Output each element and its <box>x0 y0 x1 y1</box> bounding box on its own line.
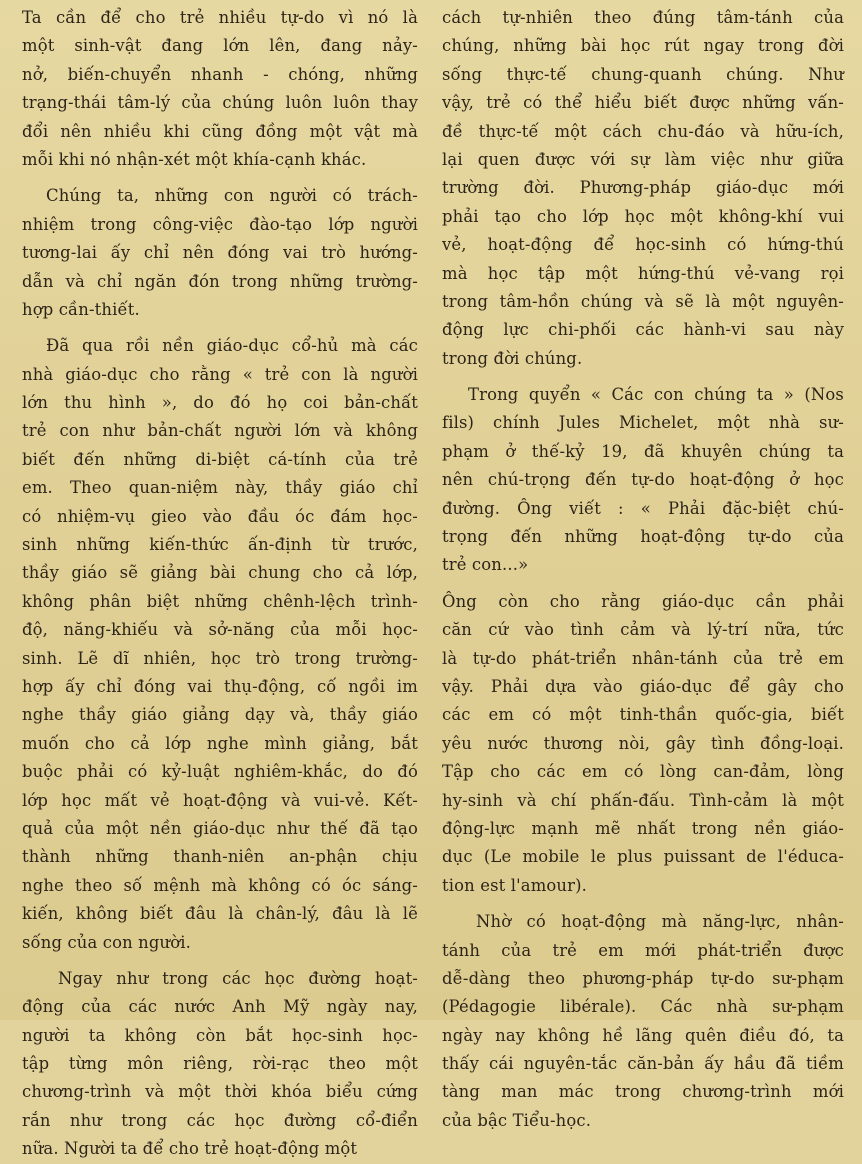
text-line: dễ-dàng theo phương-pháp tự-do sư-phạm <box>442 968 844 988</box>
text-line: dục (Le mobile le plus puissant de l'éduca- <box>442 847 844 867</box>
text-line: độ, năng-khiếu và sở-năng của mỗi học- <box>22 620 418 640</box>
paragraph <box>22 332 418 957</box>
text-line: ngày nay không hề lãng quên điều đó, ta <box>442 1025 844 1045</box>
text-line: động lực chi-phối các hành-vi sau này <box>442 320 844 340</box>
text-line: hy-sinh và chí phấn-đấu. Tình-cảm là một <box>442 790 844 810</box>
paragraph <box>22 182 418 324</box>
text-line: các em có một tinh-thần quốc-gia, biết <box>442 705 844 725</box>
text-line: vẻ, hoạt-động để học-sinh có hứng-thú <box>442 235 844 255</box>
text-line: hợp ấy chỉ đóng vai thụ-động, cố ngồi im <box>22 676 418 696</box>
left-column <box>22 4 418 1164</box>
text-line: vậy, trẻ có thể hiểu biết được những vấn- <box>442 93 844 113</box>
text-line: mà học tập một hứng-thú vẻ-vang rọi <box>442 263 844 283</box>
text-line: tàng man mác trong chương-trình mới <box>442 1082 844 1102</box>
paragraph <box>442 381 844 580</box>
paragraph-gap <box>22 324 418 332</box>
paragraph-gap <box>22 174 418 182</box>
text-line: không phân biệt những chênh-lệch trình- <box>22 591 418 611</box>
text-line: sống thực-tế chung-quanh chúng. Như <box>442 64 844 84</box>
text-line: lại quen được với sự làm việc như giữa <box>442 149 844 169</box>
text-line: Tập cho các em có lòng can-đảm, lòng <box>442 762 844 782</box>
paragraph <box>22 965 418 1164</box>
text-line: Nhờ có hoạt-động mà năng-lực, nhân- <box>476 912 844 932</box>
text-line: vậy. Phải dựa vào giáo-dục để gây cho <box>442 676 844 696</box>
text-line: thành những thanh-niên an-phận chịu <box>22 847 418 867</box>
text-line: tion est l'amour). <box>442 875 587 895</box>
text-line: nhà giáo-dục cho rằng « trẻ con là người <box>22 364 418 384</box>
text-line: biết đến những di-biệt cá-tính của trẻ <box>22 449 418 469</box>
text-line: động của các nước Anh Mỹ ngày nay, <box>22 997 418 1017</box>
text-line: thấy cái nguyên-tắc căn-bản ấy hầu đã tiềm <box>442 1054 844 1074</box>
text-line: Trong quyển « Các con chúng ta » (Nos <box>468 385 844 405</box>
text-line: đường. Ông viết : « Phải đặc-biệt chú- <box>442 498 844 518</box>
text-line: nên chú-trọng đến tự-do hoạt-động ở học <box>442 470 844 490</box>
text-line: trong đời chúng. <box>442 348 583 368</box>
text-line: trong tâm-hồn chúng và sẽ là một nguyên- <box>442 291 844 311</box>
text-line: yêu nước thương nòi, gây tình đồng-loại. <box>442 733 844 753</box>
text-line: muốn cho cả lớp nghe mình giảng, bắt <box>22 733 418 753</box>
text-line: căn cứ vào tình cảm và lý-trí nữa, tức <box>442 620 844 640</box>
text-line: trẻ con...» <box>442 555 529 575</box>
text-line: Chúng ta, những con người có trách- <box>46 186 418 206</box>
text-line: sinh những kiến-thức ấn-định từ trước, <box>22 535 418 555</box>
text-line: hợp cần-thiết. <box>22 299 140 319</box>
text-line: tập từng môn riêng, rời-rạc theo một <box>22 1054 418 1074</box>
text-line: tương-lai ấy chỉ nên đóng vai trò hướng- <box>22 243 418 263</box>
text-line: trạng-thái tâm-lý của chúng luôn luôn thay <box>22 93 418 113</box>
text-line: là tự-do phát-triển nhân-tánh của trẻ em <box>442 648 844 668</box>
paragraph-gap <box>442 580 844 588</box>
text-line: chương-trình và một thời khóa biểu cứng <box>22 1082 418 1102</box>
text-line: đề thực-tế một cách chu-đáo và hữu-ích, <box>442 121 844 141</box>
text-line: cách tự-nhiên theo đúng tâm-tánh của <box>442 8 844 27</box>
paragraph <box>442 588 844 900</box>
paragraph <box>442 908 844 1135</box>
text-line: nghe theo số mệnh mà không có óc sáng- <box>22 875 418 895</box>
text-line: phạm ở thế-kỷ 19, đã khuyên chúng ta <box>442 441 844 461</box>
text-line: nghe thầy giáo giảng dạy và, thầy giáo <box>22 705 418 725</box>
text-line: Ông còn cho rằng giáo-dục cần phải <box>442 591 844 611</box>
paragraph-gap <box>442 373 844 381</box>
text-line: trẻ con như bản-chất người lớn và không <box>22 421 418 441</box>
paragraph-gap <box>442 900 844 908</box>
text-line: nhiệm trong công-việc đào-tạo lớp người <box>22 214 418 234</box>
text-line: rắn như trong các học đường cổ-điển <box>22 1110 418 1130</box>
paragraph-gap <box>22 957 418 965</box>
text-line: mỗi khi nó nhận-xét một khía-cạnh khác. <box>22 149 367 169</box>
text-line: kiến, không biết đâu là chân-lý, đâu là lẽ <box>22 904 418 924</box>
text-line: tánh của trẻ em mới phát-triển được <box>442 940 844 960</box>
text-line: phải tạo cho lớp học một không-khí vui <box>442 206 844 226</box>
text-line: quả của một nền giáo-dục như thế đã tạo <box>22 818 418 838</box>
text-line: lớn thu hình », do đó họ coi bản-chất <box>22 393 418 413</box>
text-line: của bậc Tiểu-học. <box>442 1110 592 1130</box>
text-line: nữa. Người ta để cho trẻ hoạt-động một <box>22 1139 358 1159</box>
text-line: dẫn và chỉ ngăn đón trong những trường- <box>22 271 418 291</box>
text-line: (Pédagogie libérale). Các nhà sư-phạm <box>442 997 844 1017</box>
text-line: thầy giáo sẽ giảng bài chung cho cả lớp, <box>22 563 418 583</box>
text-line: em. Theo quan-niệm này, thầy giáo chỉ <box>22 478 418 498</box>
text-line: Đã qua rồi nền giáo-dục cổ-hủ mà các <box>46 336 418 356</box>
paragraph <box>22 4 418 174</box>
text-line: Ta cần để cho trẻ nhiều tự-do vì nó là <box>22 8 418 27</box>
text-line: Ngay như trong các học đường hoạt- <box>58 968 418 988</box>
text-line: sống của con người. <box>22 932 192 952</box>
text-line: có nhiệm-vụ gieo vào đầu óc đám học- <box>22 506 418 526</box>
text-line: lớp học mất vẻ hoạt-động và vui-vẻ. Kết- <box>22 790 418 810</box>
text-line: đổi nên nhiều khi cũng đồng một vật mà <box>22 121 418 141</box>
text-line: nở, biến-chuyển nhanh - chóng, những <box>22 64 418 84</box>
text-line: động-lực mạnh mẽ nhất trong nền giáo- <box>442 818 844 838</box>
text-line: chúng, những bài học rút ngay trong đời <box>442 36 844 56</box>
text-line: trọng đến những hoạt-động tự-do của <box>442 527 844 547</box>
text-line: fils) chính Jules Michelet, một nhà sư- <box>442 413 844 433</box>
text-line: một sinh-vật đang lớn lên, đang nảy- <box>22 36 418 56</box>
paragraph <box>442 4 844 373</box>
text-line: sinh. Lẽ dĩ nhiên, học trò trong trường- <box>22 648 418 668</box>
text-line: trường đời. Phương-pháp giáo-dục mới <box>442 178 844 198</box>
right-column <box>442 4 844 1135</box>
text-line: buộc phải có kỷ-luật nghiêm-khắc, do đó <box>22 762 418 782</box>
text-line: người ta không còn bắt học-sinh học- <box>22 1025 418 1045</box>
